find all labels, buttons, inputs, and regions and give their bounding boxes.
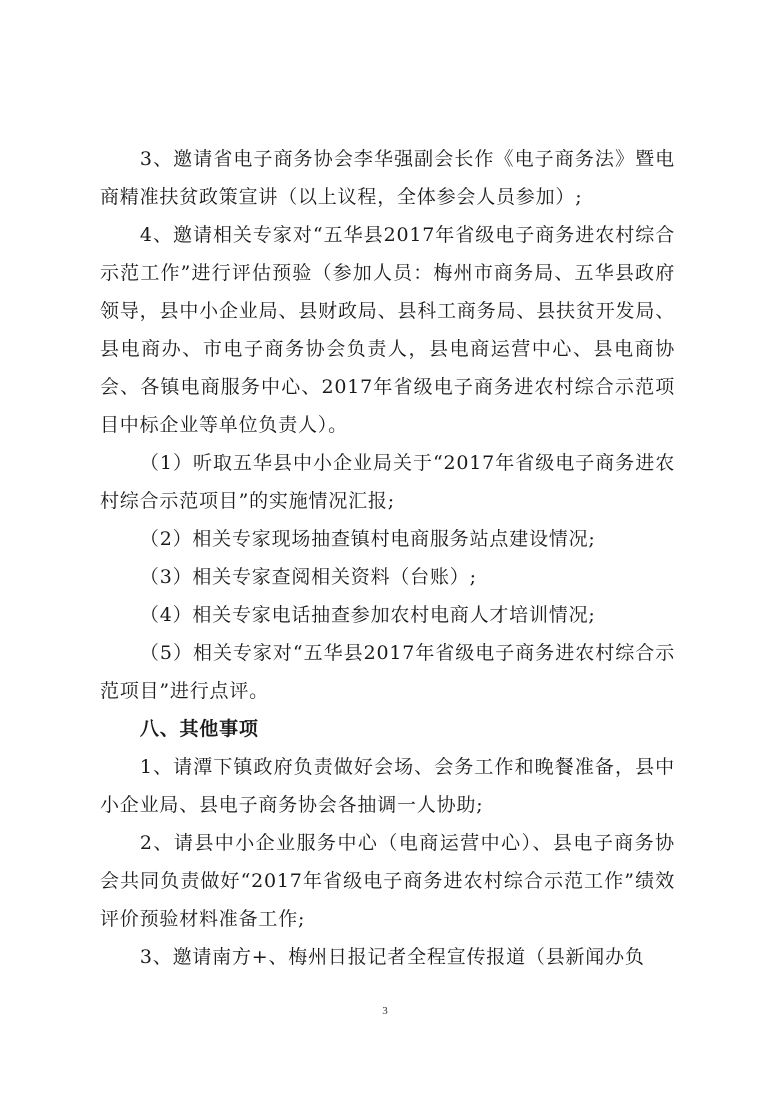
paragraph-item-4: 4、邀请相关专家对“五华县2017年省级电子商务进农村综合示范工作”进行评估预验（参加人员：梅州市商务局、五华县政府领导，县中小企业局、县财政局、县科工商务局、县扶贫开发局、县电商办、市电子商务协会负责人，县电商运营中心、县电商协会、各镇电商服务中心、2017年省级电子商务进农村综合示范项目中标企业等单位负责人）。 — [100, 224, 675, 436]
sub-item-4: （4）相关专家电话抽查参加农村电商人才培训情况; — [139, 604, 596, 626]
other-item-2: 2、请县中小企业服务中心（电商运营中心）、县电子商务协会共同负责做好“2017年省级电子商务进农村综合示范工作”绩效评价预验材料准备工作; — [100, 832, 675, 930]
document-body — [100, 140, 675, 976]
sub-item-3: （3）相关专家查阅相关资料（台账）; — [139, 566, 477, 588]
page-number: 3 — [382, 1005, 388, 1017]
section-heading: 八、其他事项 — [139, 718, 259, 740]
sub-item-2: （2）相关专家现场抽查镇村电商服务站点建设情况; — [139, 528, 596, 550]
other-item-1: 1、请潭下镇政府负责做好会场、会务工作和晚餐准备，县中小企业局、县电子商务协会各抽调一人协助; — [100, 756, 675, 816]
sub-item-1: （1）听取五华县中小企业局关于“2017年省级电子商务进农村综合示范项目”的实施情况汇报; — [100, 452, 675, 512]
paragraph-item-3: 3、邀请省电子商务协会李华强副会长作《电子商务法》暨电商精准扶贫政策宣讲（以上议程，全体参会人员参加）; — [100, 148, 675, 208]
other-item-3: 3、邀请南方+、梅州日报记者全程宣传报道（县新闻办负 — [139, 946, 645, 968]
sub-item-5: （5）相关专家对“五华县2017年省级电子商务进农村综合示范项目”进行点评。 — [100, 642, 675, 702]
